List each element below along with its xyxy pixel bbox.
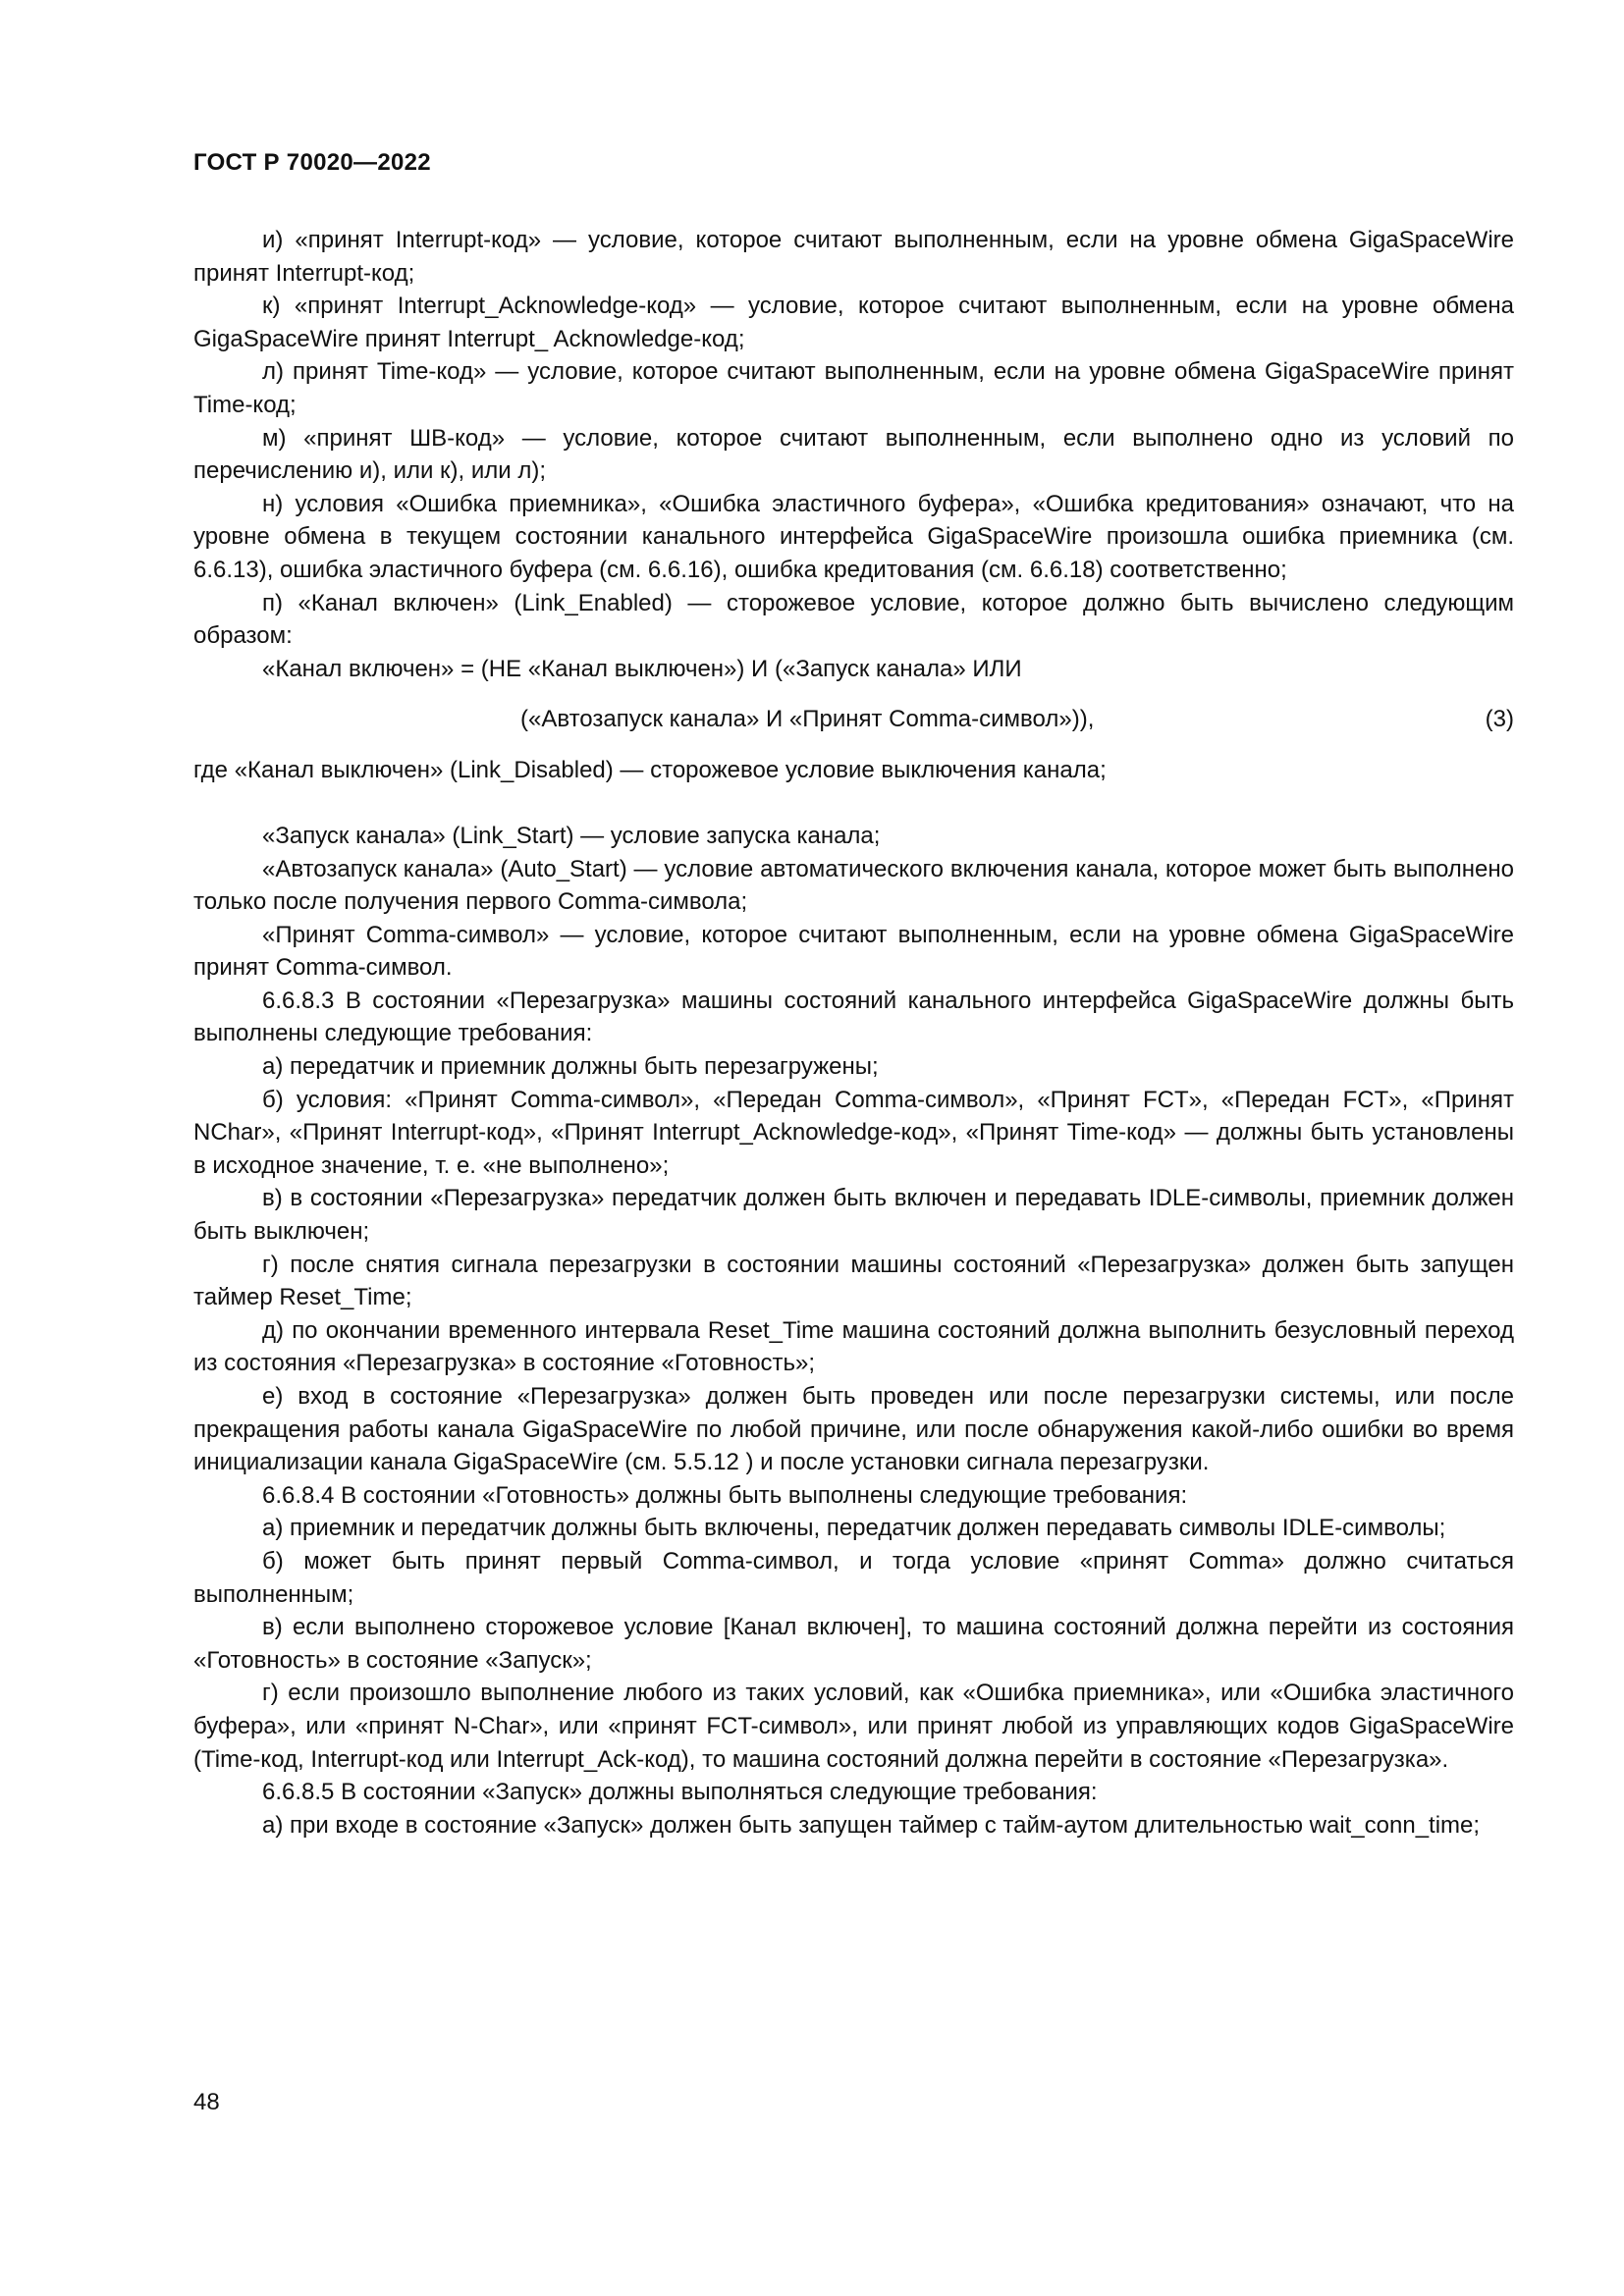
where-line: где «Канал выключен» (Link_Disabled) — сторожевое условие выключения канала; [193,757,1107,784]
paragraph: г) после снятия сигнала перезагрузки в состоянии машины состояний «Перезагрузка» должен быть запущен таймер Reset_Time; [193,1251,1514,1311]
clause-6-6-8-4: 6.6.8.4 В состоянии «Готовность» должны быть выполнены следующие требования: [262,1481,1188,1509]
document-header: ГОСТ Р 70020—2022 [193,149,431,176]
paragraph: а) при входе в состояние «Запуск» должен быть запущен таймер с тайм-аутом длительностью wait_conn_time; [262,1811,1481,1839]
paragraph-item-i: и) «принят Interrupt-код» — условие, которое считают выполненным, если на уровне обмена GigaSpaceWire принят Interrupt-код; [193,227,1514,287]
paragraph-item-l: л) принят Time-код» — условие, которое считают выполненным, если на уровне обмена GigaSpaceWire принят Time-код; [193,358,1514,418]
paragraph: б) может быть принят первый Comma-символ, и тогда условие «принят Comma» должно считаться выполненным; [193,1547,1514,1608]
paragraph-item-n: н) условия «Ошибка приемника», «Ошибка эластичного буфера», «Ошибка кредитования» означают, что на уровне обмена в текущем состоянии канального интерфейса GigaSpaceWire произошла ошибка приемника (см. 6.6.13), ошибка эластичного буфера (см. 6.6.16), ошибка кредитования (см. 6.6.18) соответственно; [193,490,1514,583]
paragraph: а) передатчик и приемник должны быть перезагружены; [262,1053,879,1081]
formula-row [193,703,1514,736]
paragraph: «Принят Comma-символ» — условие, которое считают выполненным, если на уровне обмена GigaSpaceWire принят Comma-символ. [193,921,1514,982]
paragraph: в) в состоянии «Перезагрузка» передатчик должен быть включен и передавать IDLE-символы, приемник должен быть выключен; [193,1185,1514,1246]
paragraph: г) если произошло выполнение любого из таких условий, как «Ошибка приемника», или «Ошибка эластичного буфера», или «принят N-Char», или «принят FCT-символ», или принят любой из управляющих кодов GigaSpaceWire (Time-код, Interrupt-код или Interrupt_Ack-код), то машина состояний должна перейти в состояние «Перезагрузка». [193,1680,1514,1773]
paragraph-item-m: м) «принят ШВ-код» — условие, которое считают выполненным, если выполнено одно из условий по перечислению и), или к), или л); [193,424,1514,485]
paragraph: б) условия: «Принят Comma-символ», «Передан Comma-символ», «Принят FCT», «Передан FCT», «Принят NChar», «Принят Interrupt-код», «Принят Interrupt_Acknowledge-код», «Принят Time-код» — должны быть установлены в исходное значение, т. е. «не выполнено»; [193,1086,1514,1179]
clause-6-6-8-3: 6.6.8.3 В состоянии «Перезагрузка» машины состояний канального интерфейса GigaSpaceWire должны быть выполнены следующие требования: [193,987,1514,1047]
paragraph: «Автозапуск канала» (Auto_Start) — условие автоматического включения канала, которое может быть выполнено только после получения первого Comma-символа; [193,855,1514,916]
clause-6-6-8-5: 6.6.8.5 В состоянии «Запуск» должны выполняться следующие требования: [262,1779,1098,1806]
paragraph: д) по окончании временного интервала Reset_Time машина состояний должна выполнить безусловный переход из состояния «Перезагрузка» в состояние «Готовность»; [193,1316,1514,1377]
paragraph: е) вход в состояние «Перезагрузка» должен быть проведен или после перезагрузки системы, или после прекращения работы канала GigaSpaceWire по любой причине, или после обнаружения какой-либо ошибки во время инициализации канала GigaSpaceWire (см. 5.5.12 ) и после установки сигнала перезагрузки. [193,1383,1514,1476]
paragraph: а) приемник и передатчик должны быть включены, передатчик должен передавать символы IDLE-символы; [262,1515,1446,1542]
paragraph-item-p: п) «Канал включен» (Link_Enabled) — сторожевое условие, которое должно быть вычислено следующим образом: [193,589,1514,650]
formula-number: (3) [1485,706,1514,733]
document-body [193,224,1514,1842]
formula-line-1: «Канал включен» = (НЕ «Канал выключен») И («Запуск канала» ИЛИ [262,655,1022,682]
formula-line-2: («Автозапуск канала» И «Принят Comma-символ»)), [520,706,1095,733]
paragraph: в) если выполнено сторожевое условие [Канал включен], то машина состояний должна перейти из состояния «Готовность» в состояние «Запуск»; [193,1614,1514,1674]
page-number: 48 [193,2089,220,2115]
paragraph: «Запуск канала» (Link_Start) — условие запуска канала; [262,822,881,849]
paragraph-item-k: к) «принят Interrupt_Acknowledge-код» — условие, которое считают выполненным, если на уровне обмена GigaSpaceWire принят Interrupt_ Acknowledge-код; [193,293,1514,352]
